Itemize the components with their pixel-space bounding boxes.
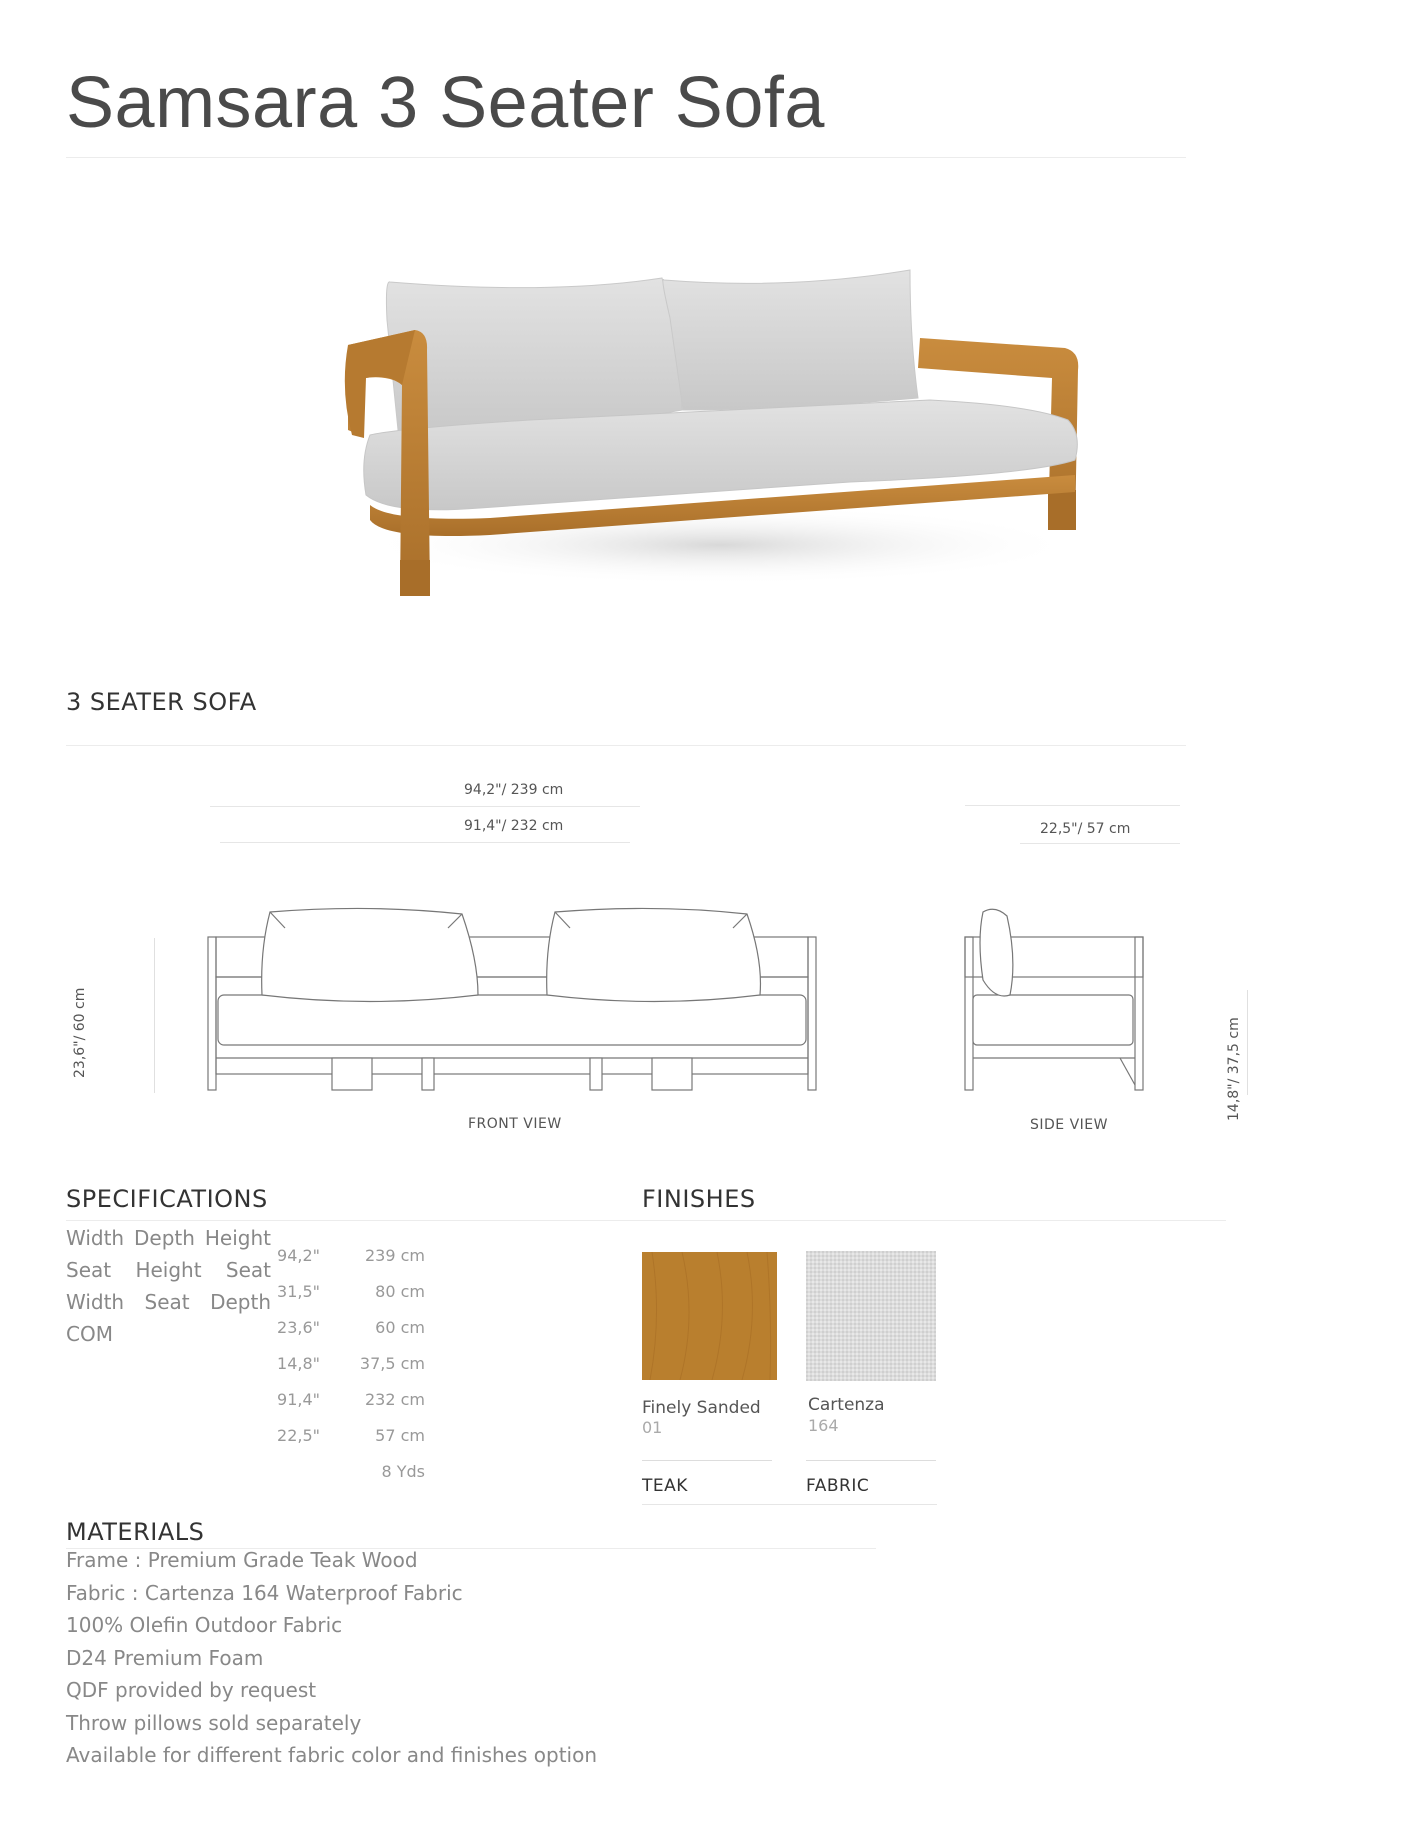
spec-inches-column: [270, 1238, 320, 1454]
fabric-swatch: [806, 1251, 936, 1381]
spec-label-row: Width Depth Height: [66, 1226, 271, 1250]
finish-name: Finely Sanded: [642, 1398, 761, 1418]
spec-metric-value: 232 cm: [364, 1390, 425, 1409]
spec-label-row: COM: [66, 1322, 113, 1346]
product-image: [330, 260, 1090, 620]
materials-list: [66, 1544, 597, 1772]
material-item: Frame : Premium Grade Teak Wood: [66, 1548, 418, 1572]
spec-label-row: Width Seat Depth: [66, 1290, 271, 1314]
front-view-drawing: [200, 900, 830, 1100]
finish-bottom-divider: [642, 1504, 937, 1505]
finish-category: TEAK: [642, 1476, 688, 1496]
spec-metric-value: 80 cm: [375, 1282, 425, 1301]
material-item: Fabric : Cartenza 164 Waterproof Fabric: [66, 1580, 463, 1605]
material-item: D24 Premium Foam: [66, 1645, 264, 1670]
depth-label: 22,5"/ 57 cm: [1040, 821, 1131, 837]
seat-height-line: [1247, 990, 1248, 1095]
finish-category: FABRIC: [806, 1476, 870, 1496]
spec-labels: [66, 1222, 271, 1350]
seat-width-line: [220, 842, 630, 843]
specifications-heading: SPECIFICATIONS: [66, 1185, 268, 1213]
materials-heading: MATERIALS: [66, 1518, 205, 1546]
page-title: Samsara 3 Seater Sofa: [66, 63, 825, 143]
side-view-caption: SIDE VIEW: [1030, 1117, 1108, 1133]
seat-height-label: 14,8"/ 37,5 cm: [1226, 1017, 1242, 1121]
spec-inch-value: 31,5": [277, 1282, 320, 1301]
teak-swatch: [642, 1252, 777, 1380]
finish-divider: [642, 1460, 772, 1461]
height-label: 23,6"/ 60 cm: [72, 987, 88, 1078]
finish-divider: [806, 1460, 936, 1461]
spec-metric-value: 8 Yds: [381, 1462, 425, 1481]
spec-inch-value: 14,8": [277, 1354, 320, 1373]
spec-metric-column: [340, 1238, 425, 1490]
spec-inch-value: 23,6": [277, 1318, 320, 1337]
material-item: QDF provided by request: [66, 1678, 317, 1702]
overall-width-line: [210, 806, 640, 807]
spec-inch-value: 22,5": [277, 1426, 320, 1445]
finish-name: Cartenza: [808, 1395, 885, 1415]
spec-metric-value: 57 cm: [375, 1426, 425, 1445]
seat-width-label: 91,4"/ 232 cm: [464, 818, 564, 834]
material-item: Throw pillows sold separately: [66, 1710, 362, 1735]
spec-inch-value: 94,2": [277, 1246, 320, 1265]
section-title: 3 SEATER SOFA: [66, 688, 257, 716]
material-item: 100% Olefin Outdoor Fabric: [66, 1613, 343, 1637]
front-view-caption: FRONT VIEW: [468, 1116, 562, 1132]
specs-divider: [66, 1220, 1226, 1221]
overall-width-label: 94,2"/ 239 cm: [464, 782, 564, 798]
spec-inch-value: 91,4": [277, 1390, 320, 1409]
height-line: [154, 938, 155, 1093]
finishes-heading: FINISHES: [642, 1185, 756, 1213]
finish-code: 01: [642, 1418, 663, 1437]
material-item: Available for different fabric color and finishes option: [66, 1743, 598, 1767]
side-view-drawing: [955, 900, 1175, 1100]
spec-label-row: Seat Height Seat: [66, 1258, 271, 1282]
spec-metric-value: 37,5 cm: [359, 1354, 425, 1373]
spec-metric-value: 60 cm: [375, 1318, 425, 1337]
finish-code: 164: [808, 1416, 839, 1435]
depth-line-top: [965, 805, 1180, 806]
depth-line: [1020, 843, 1180, 844]
spec-metric-value: 239 cm: [364, 1246, 425, 1265]
title-divider: [66, 157, 1186, 158]
section-divider: [66, 745, 1186, 746]
